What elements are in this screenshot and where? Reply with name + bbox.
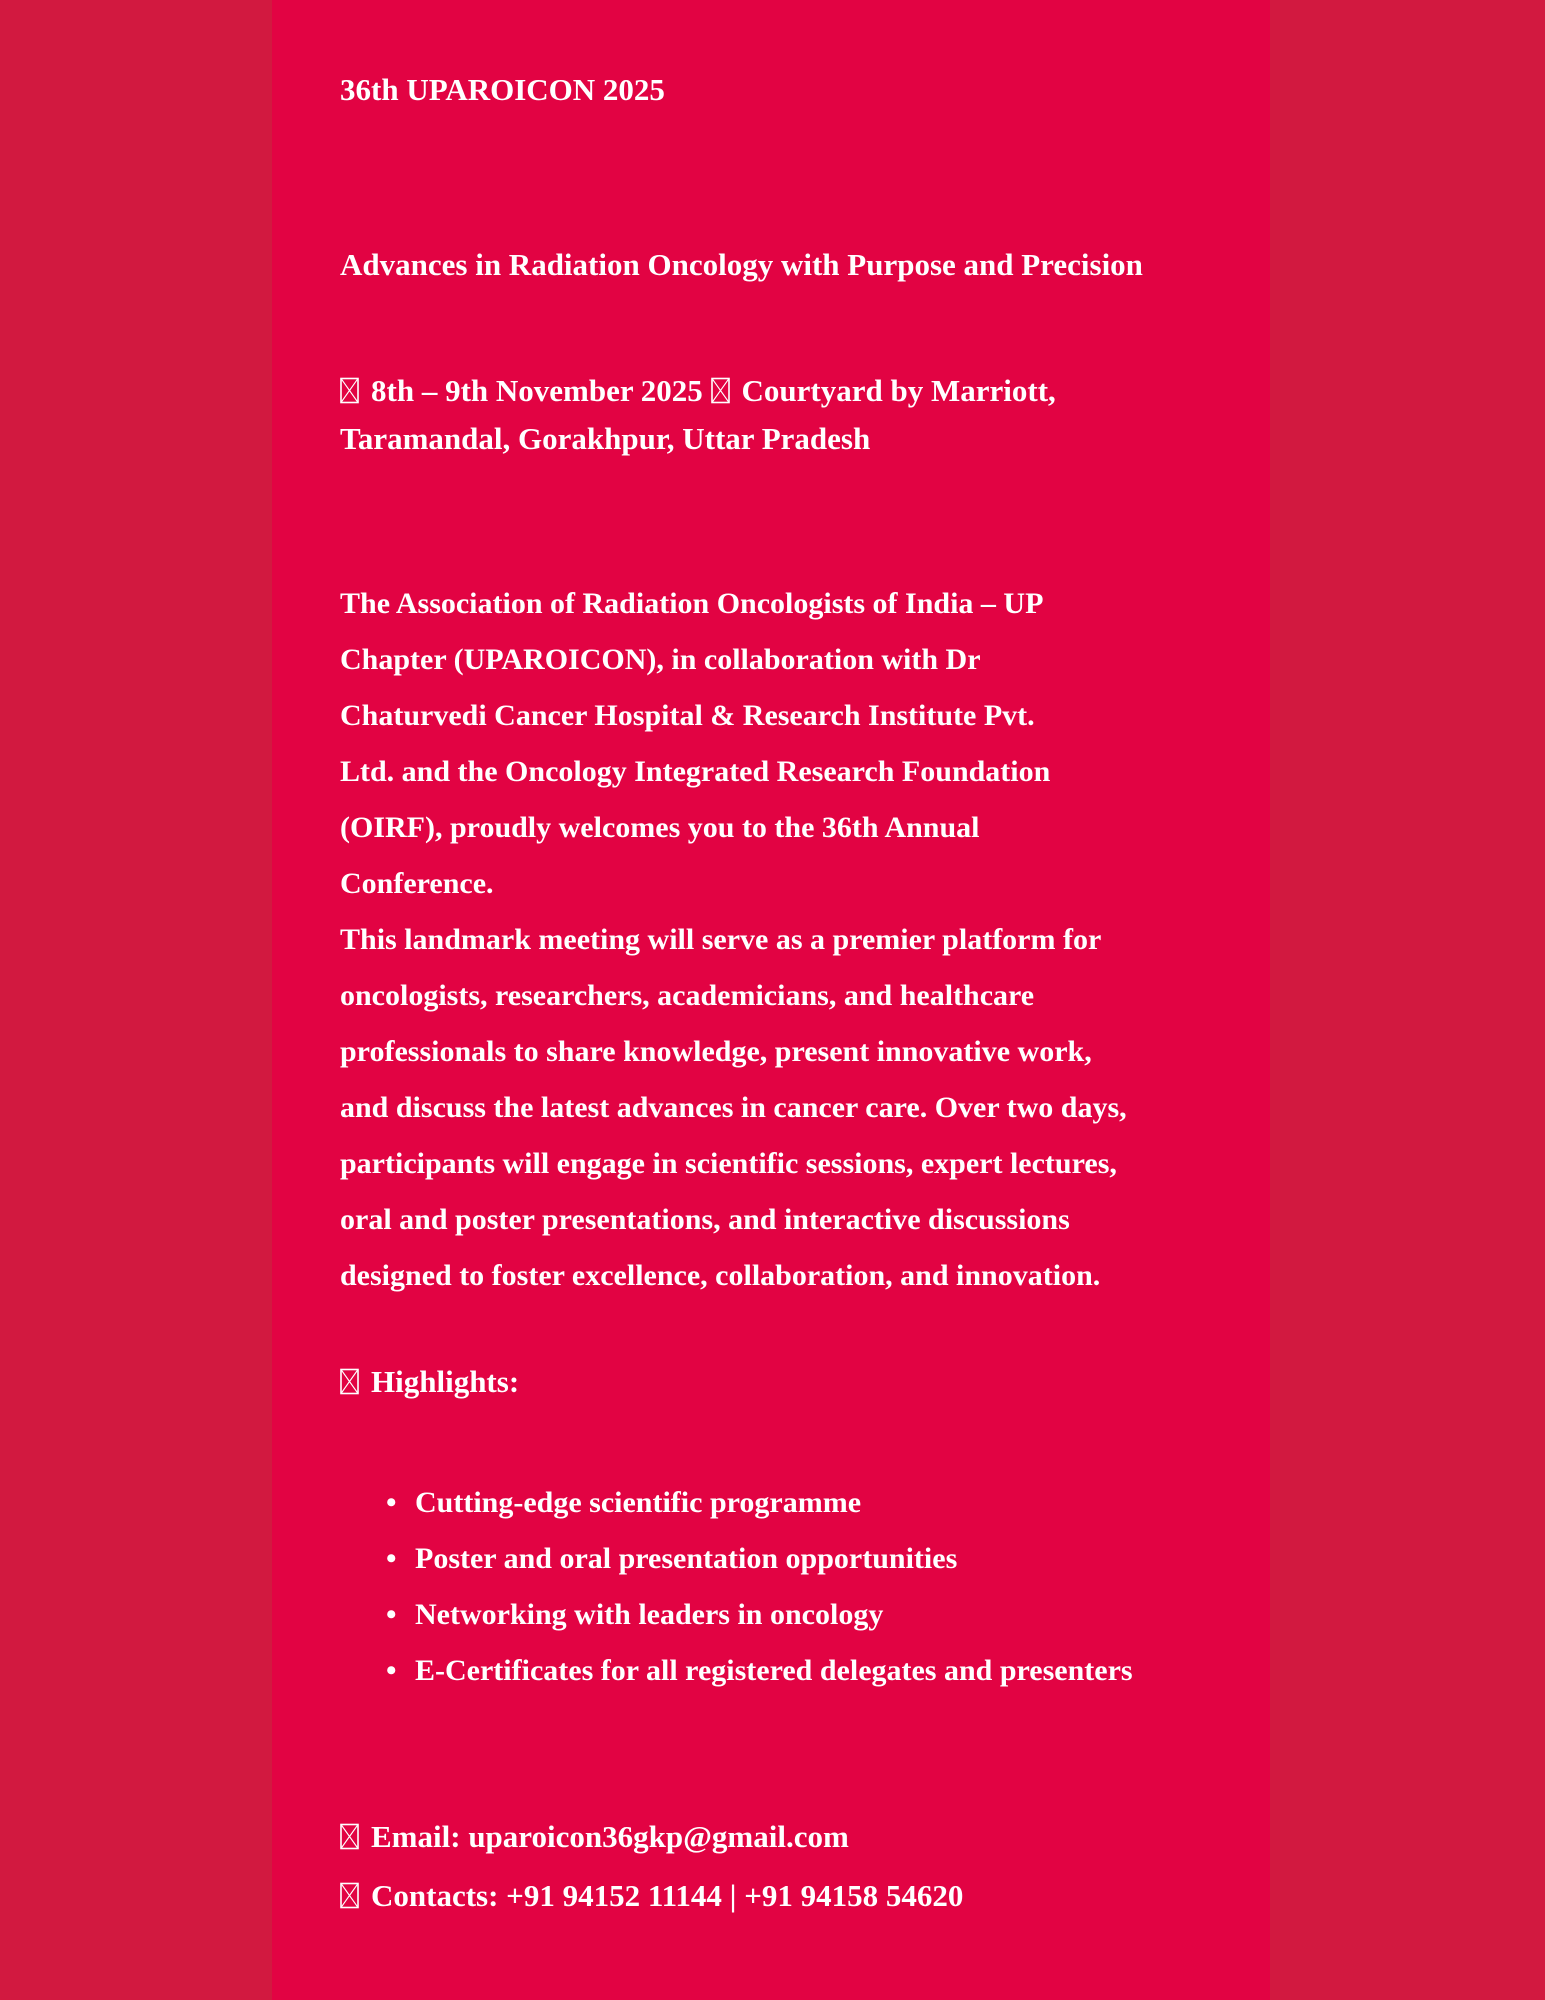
- highlights-list: [340, 1475, 1240, 1699]
- event-date: 8th – 9th November 2025: [371, 373, 703, 408]
- highlights-heading: [340, 1362, 1240, 1405]
- bullet-icon: •: [386, 1542, 397, 1575]
- email-label: Email:: [371, 1819, 461, 1854]
- contact-phones: +91 94152 11144 | +91 94158 54620: [506, 1878, 964, 1913]
- bullet-icon: •: [386, 1654, 397, 1687]
- email-line: [340, 1809, 1240, 1868]
- list-item: [340, 1643, 1240, 1699]
- highlights-heading-label: Highlights:: [371, 1364, 520, 1399]
- contact-block: [340, 1809, 1240, 1927]
- contacts-label: Contacts:: [371, 1878, 499, 1913]
- intro-paragraph: The Association of Radiation Oncologists of India – UP Chapter (UPAROICON), in collaboration with Dr Chaturvedi Cancer Hospital & Research Institute Pvt. Ltd. and the Oncology Integrated Research Foundation (OIRF), proudly welcomes you to the 36th Annual Conference. This landmark meeting will serve as a premier platform for oncologists, researchers, academicians, and healthcare professionals to share knowledge, present innovative work, and discuss the latest advances in cancer care. Over two days, participants will engage in scientific sessions, expert lectures, oral and poster presentations, and interactive discussions designed to foster excellence, collaboration, and innovation.: [340, 587, 1127, 1292]
- bullet-icon: •: [386, 1486, 397, 1519]
- event-date-venue-line: [340, 368, 1240, 416]
- email-missing-glyph-icon: [340, 1812, 359, 1868]
- event-venue-line2: Taramandal, Gorakhpur, Uttar Pradesh: [340, 421, 871, 456]
- contacts-line: [340, 1868, 1240, 1927]
- list-item-label: Networking with leaders in oncology: [415, 1598, 884, 1631]
- list-item: [340, 1531, 1240, 1587]
- content-sheet: [272, 0, 1270, 2000]
- highlights-missing-glyph-icon: [340, 1365, 359, 1405]
- list-item-label: Poster and oral presentation opportunities: [415, 1542, 958, 1575]
- event-venue: Courtyard by Marriott,: [741, 373, 1056, 408]
- list-item: [340, 1587, 1240, 1643]
- list-item-label: Cutting-edge scientific programme: [415, 1486, 862, 1519]
- email-address: uparoicon36gkp@gmail.com: [468, 1819, 849, 1854]
- content-column: [272, 0, 1270, 1927]
- page-title: 36th UPAROICON 2025: [340, 72, 665, 107]
- subtitle: Advances in Radiation Oncology with Purpose and Precision: [340, 247, 1143, 282]
- bullet-icon: •: [386, 1598, 397, 1631]
- location-missing-glyph-icon: [711, 371, 730, 416]
- event-details: [340, 368, 1240, 461]
- list-item: [340, 1475, 1240, 1531]
- contacts-missing-glyph-icon: [340, 1871, 359, 1927]
- list-item-label: E-Certificates for all registered delegates and presenters: [415, 1654, 1133, 1687]
- calendar-missing-glyph-icon: [340, 371, 359, 416]
